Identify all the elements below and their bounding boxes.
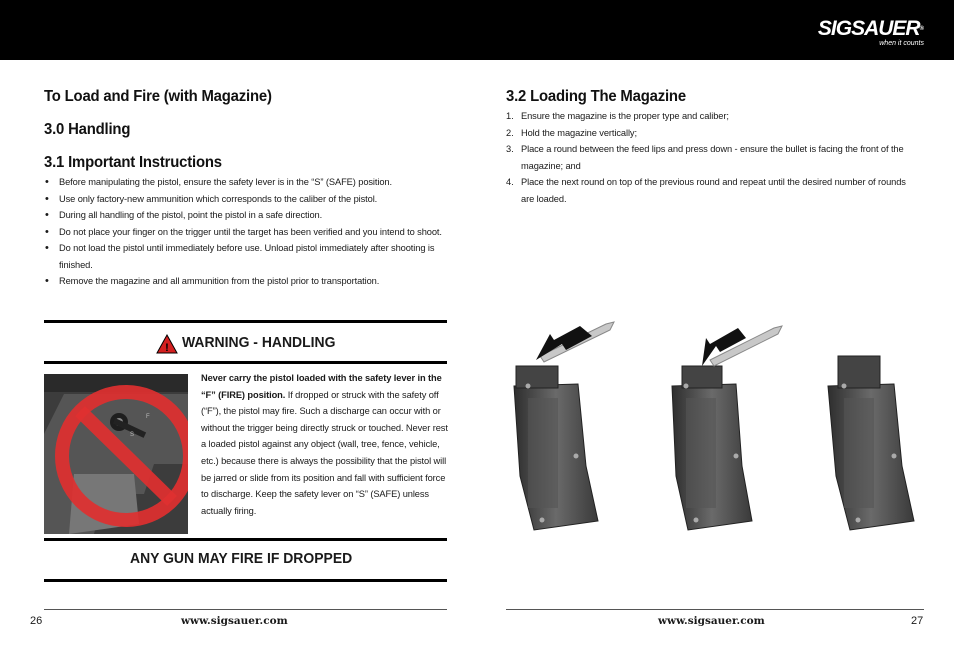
section-title-handling: 3.0 Handling (44, 121, 131, 138)
divider (44, 320, 447, 323)
svg-text:!: ! (165, 342, 169, 354)
divider (44, 579, 447, 582)
footer-url-right: www.sigsauer.com (658, 615, 765, 627)
footer-divider-right (506, 609, 924, 610)
brand-tagline: when it counts (879, 40, 924, 47)
drop-warning-title: ANY GUN MAY FIRE IF DROPPED (130, 550, 353, 567)
section-title-important: 3.1 Important Instructions (44, 154, 222, 171)
warning-text: Never carry the pistol loaded with the safety lever in the “F” (FIRE) position. If dropped or struck with the safety off (“F”), the pistol may fire. Such a discharge can occur with or without the trigger being directly struck or touched. Never rest a loaded pistol against any object (wall, tree, fence, vehicle, etc.) because there is always the possibility that the pistol will be jarred or slide from its position and fall with sufficient force to discharge. Keep the safety lever on “S” (SAFE) unless actually firing. (201, 373, 448, 516)
magazine-image-step-1 (514, 366, 598, 530)
list-item: 2. Hold the magazine vertically; (506, 127, 637, 138)
footer-url-left: www.sigsauer.com (181, 615, 288, 627)
magazine-image-step-3 (828, 356, 914, 530)
svg-text:F: F (146, 414, 150, 420)
safety-lever-photo (44, 374, 188, 534)
list-item: • Do not place your finger on the trigger until the target has been verified and you intend to shoot. (45, 225, 442, 238)
warning-title: WARNING - HANDLING (182, 334, 336, 351)
section-title-loading-magazine: 3.2 Loading The Magazine (506, 88, 686, 105)
page-number-left: 26 (30, 615, 43, 627)
list-item: • Do not load the pistol until immediately before use. Unload pistol immediately after shooting is finished. (45, 242, 435, 270)
divider (44, 538, 447, 541)
header-bar (0, 0, 954, 60)
brand-name: SIGSAUER (817, 17, 920, 40)
list-item: • During all handling of the pistol, point the pistol in a safe direction. (45, 209, 323, 221)
list-item: • Use only factory-new ammunition which corresponds to the caliber of the pistol. (45, 192, 378, 205)
loading-steps-list (506, 108, 911, 207)
list-item: 3. Place a round between the feed lips and press down - ensure the bullet is facing the front of the magazine; and (506, 144, 904, 171)
instruction-list (44, 174, 448, 290)
page-number-right: 27 (911, 615, 924, 627)
warning-triangle-icon (156, 334, 178, 354)
list-item: • Before manipulating the pistol, ensure the safety lever is in the “S” (SAFE) position. (45, 176, 392, 188)
list-item: 4. Place the next round on top of the previous round and repeat until the desired number of rounds are loaded. (506, 177, 906, 204)
magazine-loading-illustration (506, 316, 926, 536)
brand-logo: SIGSAUER® when it counts (817, 17, 924, 47)
section-title-load-fire: To Load and Fire (with Magazine) (44, 88, 272, 105)
svg-text:S: S (130, 432, 135, 438)
divider (44, 361, 447, 364)
list-item: 1. Ensure the magazine is the proper type and caliber; (506, 111, 729, 121)
footer-divider-left (44, 609, 447, 610)
list-item: • Remove the magazine and all ammunition from the pistol prior to transportation. (45, 275, 380, 287)
magazine-image-step-2 (672, 366, 752, 530)
